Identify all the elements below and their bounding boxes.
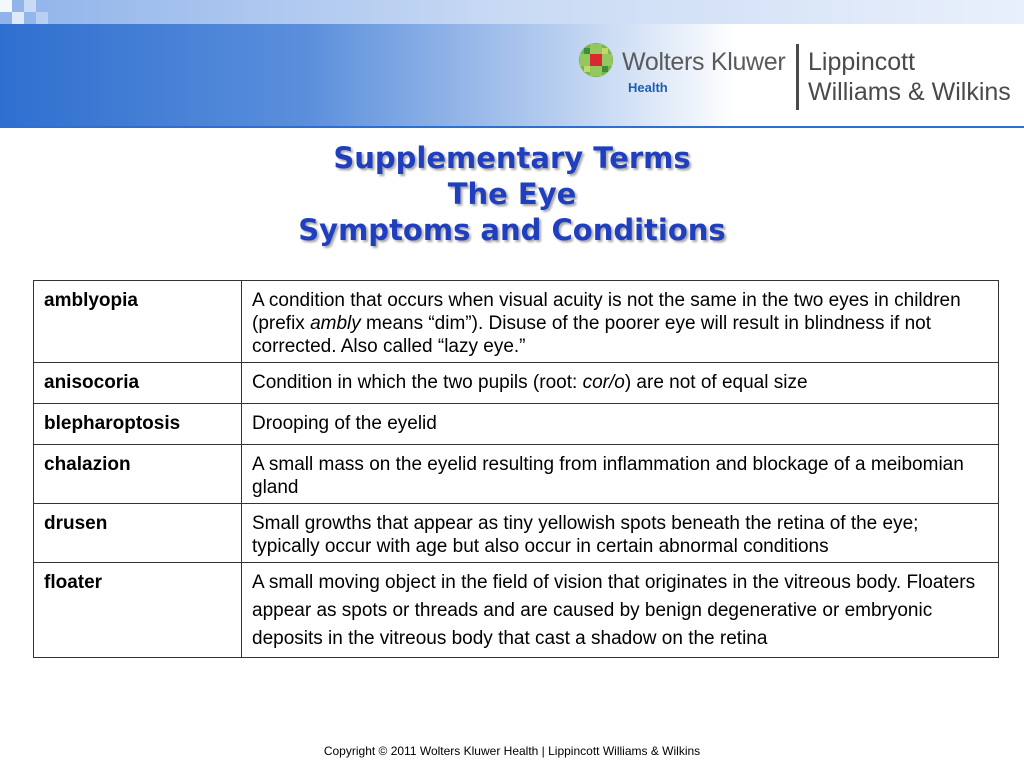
header-banner bbox=[0, 0, 1024, 127]
logo-divider bbox=[796, 44, 799, 110]
definition-cell: Small growths that appear as tiny yellowish spots beneath the retina of the eye; typically occur with age but also occur in certain abnormal conditions bbox=[242, 504, 999, 563]
terms-table bbox=[33, 280, 999, 658]
header-divider bbox=[0, 126, 1024, 128]
imprint-name-line2: Williams & Wilkins bbox=[808, 78, 1011, 106]
definition-cell bbox=[242, 363, 999, 404]
term-cell: amblyopia bbox=[34, 281, 242, 363]
table-row bbox=[34, 563, 999, 658]
term-cell: drusen bbox=[34, 504, 242, 563]
table-row bbox=[34, 281, 999, 363]
table-row bbox=[34, 404, 999, 445]
definition-text: Condition in which the two pupils (root: bbox=[252, 372, 583, 393]
wolters-kluwer-globe-icon bbox=[578, 42, 614, 78]
company-name: Wolters Kluwer bbox=[622, 48, 786, 76]
definition-text: A condition that occurs when visual acuity is not the same in the two eyes in children (prefix bbox=[252, 290, 961, 334]
slide-title bbox=[0, 140, 1024, 248]
definition-italic-root: ambly bbox=[310, 313, 361, 334]
term-cell: chalazion bbox=[34, 445, 242, 504]
decorative-square bbox=[0, 0, 12, 12]
term-cell: anisocoria bbox=[34, 363, 242, 404]
publisher-logo bbox=[578, 42, 1018, 112]
table-row bbox=[34, 363, 999, 404]
definition-text: means “dim”). Disuse of the poorer eye will result in blindness if not corrected. Also called “lazy eye.” bbox=[252, 313, 932, 357]
slide-title-line3: Symptoms and Conditions bbox=[298, 213, 726, 247]
definition-cell: A small mass on the eyelid resulting from inflammation and blockage of a meibomian gland bbox=[242, 445, 999, 504]
decorative-square bbox=[12, 12, 24, 24]
definition-cell bbox=[242, 281, 999, 363]
term-cell: floater bbox=[34, 563, 242, 658]
decorative-square bbox=[36, 12, 48, 24]
decorative-square bbox=[24, 0, 36, 12]
term-cell: blepharoptosis bbox=[34, 404, 242, 445]
header-top-strip bbox=[0, 0, 1024, 24]
definition-text: ) are not of equal size bbox=[624, 372, 808, 393]
slide-title-line1: Supplementary Terms bbox=[333, 141, 691, 175]
definition-cell: A small moving object in the field of vision that originates in the vitreous body. Floaters appear as spots or threads and are caused by benign degenerative or embryonic deposits in the vitreous body that cast a shadow on the retina bbox=[242, 563, 999, 658]
table-row bbox=[34, 504, 999, 563]
copyright-footer: Copyright © 2011 Wolters Kluwer Health | Lippincott Williams & Wilkins bbox=[323, 744, 701, 758]
definition-italic-root: cor/o bbox=[582, 372, 625, 393]
imprint-name-line1: Lippincott bbox=[808, 48, 916, 76]
definition-cell: Drooping of the eyelid bbox=[242, 404, 999, 445]
table-row bbox=[34, 445, 999, 504]
slide-title-line2: The Eye bbox=[447, 177, 577, 211]
division-name: Health bbox=[628, 80, 668, 95]
